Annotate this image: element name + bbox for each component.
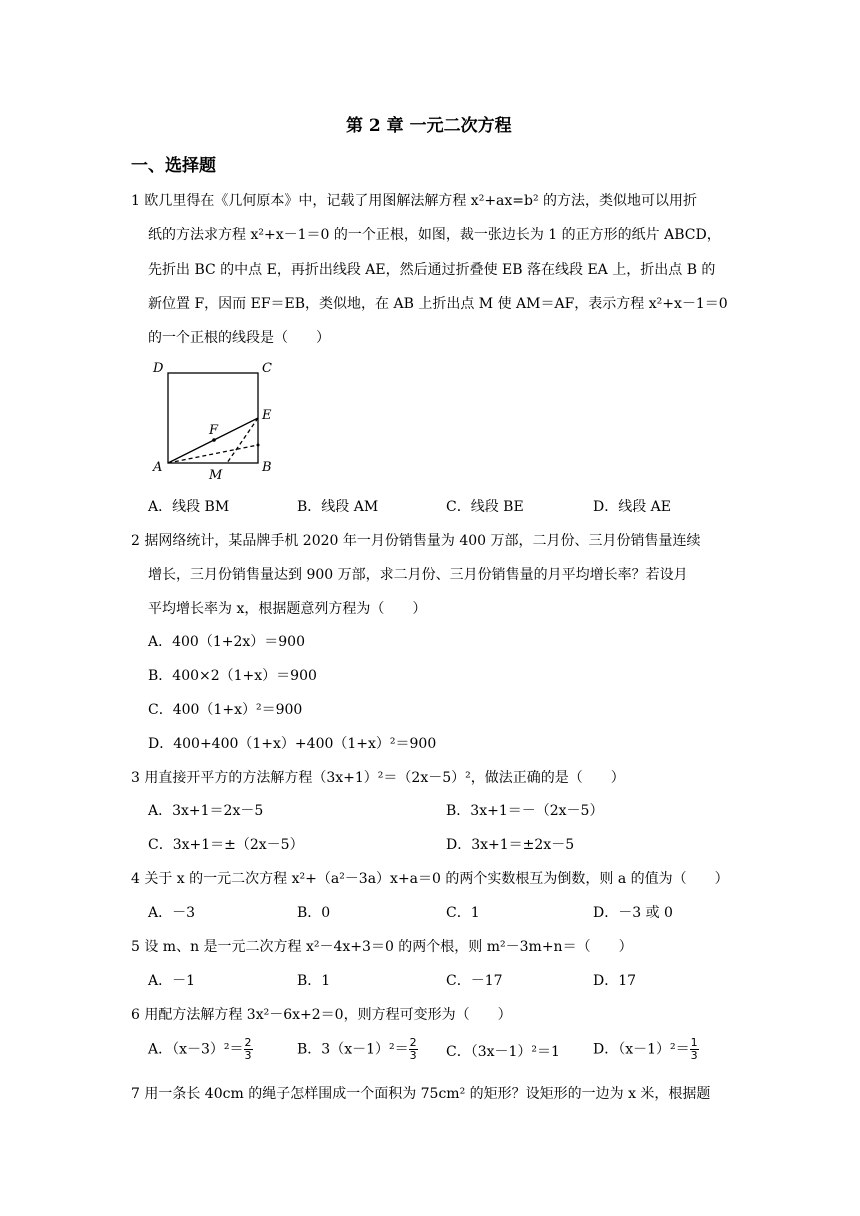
q2-line3: 平均增长率为 x，根据题意列方程为（ ） <box>148 601 427 617</box>
q7-line1: 7 用一条长 40cm 的绳子怎样围成一个面积为 75cm² 的矩形？设矩形的一边为 x 米，根据题 <box>131 1086 711 1102</box>
fraction-denominator: 3 <box>690 1049 698 1062</box>
q5-option-d: D．17 <box>593 973 637 989</box>
q1-option-b: B．线段 AM <box>297 499 379 515</box>
q5-option-b: B．1 <box>297 973 331 989</box>
q6-option-a <box>148 1037 253 1062</box>
q1-line3: 先折出 BC 的中点 E，再折出线段 AE，然后通过折叠使 EB 落在线段 EA 上，折出点 B 的 <box>148 262 716 278</box>
q6-option-d <box>593 1037 699 1062</box>
fraction-denominator: 3 <box>409 1049 417 1062</box>
q1-option-c: C．线段 BE <box>446 499 524 515</box>
fraction <box>690 1037 699 1062</box>
q4-option-c: C．1 <box>446 905 480 921</box>
square-abcd <box>168 373 258 463</box>
q3-option-c: C．3x+1＝±（2x－5） <box>148 837 304 853</box>
label-b: B <box>262 460 272 475</box>
section-heading: 一、选择题 <box>131 156 216 176</box>
point-f <box>212 438 216 442</box>
q5-line1: 5 设 m、n 是一元二次方程 x²－4x+3＝0 的两个根，则 m²－3m+n＝（ ） <box>131 939 633 955</box>
q2-option-a: A．400（1+2x）＝900 <box>148 634 305 650</box>
q2-option-d: D．400+400（1+x）+400（1+x）²＝900 <box>148 736 437 752</box>
q3-option-d: D．3x+1＝±2x－5 <box>446 837 575 853</box>
page-title: 第 2 章 一元二次方程 <box>346 116 512 136</box>
q3-line1: 3 用直接开平方的方法解方程（3x+1）²＝（2x－5）²，做法正确的是（ ） <box>131 770 625 786</box>
q4-option-b: B．0 <box>297 905 331 921</box>
q2-line2: 增长，三月份销售量达到 900 万部，求二月份、三月份销售量的月平均增长率？若设月 <box>148 567 688 583</box>
fold-line <box>168 445 258 463</box>
q2-line1: 2 据网络统计，某品牌手机 2020 年一月份销售量为 400 万部，二月份、三月份销售量连续 <box>131 533 701 549</box>
q1-figure <box>145 355 285 485</box>
q4-option-d: D．－3 或 0 <box>593 905 673 921</box>
q1-line2: 纸的方法求方程 x²+x－1＝0 的一个正根，如图，裁一张边长为 1 的正方形的纸片 ABCD， <box>148 227 721 243</box>
label-d: D <box>153 361 164 376</box>
q4-line1: 4 关于 x 的一元二次方程 x²+（a²－3a）x+a＝0 的两个实数根互为倒数，则 a 的值为（ ） <box>131 871 729 887</box>
label-e: E <box>262 408 272 423</box>
q6-option-b <box>297 1037 418 1062</box>
label-f: F <box>209 423 219 438</box>
q2-option-b: B．400×2（1+x）＝900 <box>148 668 317 684</box>
q6-option-c: C．（3x－1）²＝1 <box>446 1044 560 1060</box>
q1-option-d: D．线段 AE <box>593 499 672 515</box>
q1-line5: 的一个正根的线段是（ ） <box>148 330 330 346</box>
q3-option-b: B．3x+1＝－（2x－5） <box>446 803 604 819</box>
segment-em <box>227 418 258 463</box>
q6-option-a-text: A．（x－3）²＝ <box>148 1041 244 1058</box>
q4-option-a: A．－3 <box>148 905 196 921</box>
q1-line1: 1 欧几里得在《几何原本》中，记载了用图解法解方程 x²+ax=b² 的方法，类似地可以用折 <box>131 193 698 209</box>
fraction-numerator: 1 <box>690 1036 698 1049</box>
fraction <box>244 1037 253 1062</box>
label-m: M <box>209 468 223 483</box>
q3-option-a: A．3x+1＝2x－5 <box>148 803 264 819</box>
q6-option-b-text: B．3（x－1）²＝ <box>297 1041 409 1058</box>
q5-option-a: A．－1 <box>148 973 196 989</box>
q2-option-c: C．400（1+x）²＝900 <box>148 702 303 718</box>
label-a: A <box>153 460 163 475</box>
q1-line4: 新位置 F，因而 EF＝EB，类似地，在 AB 上折出点 M 使 AM＝AF，表示方程 x²+x－1＝0 <box>148 296 728 312</box>
q1-option-a: A．线段 BM <box>148 499 230 515</box>
q5-option-c: C．－17 <box>446 973 503 989</box>
fraction-numerator: 2 <box>409 1036 417 1049</box>
q6-option-d-text: D．（x－1）²＝ <box>593 1041 690 1058</box>
point-fold <box>257 444 260 447</box>
fraction-denominator: 3 <box>244 1049 252 1062</box>
q6-line1: 6 用配方法解方程 3x²－6x+2＝0，则方程可变形为（ ） <box>131 1007 512 1023</box>
fraction <box>409 1037 418 1062</box>
label-c: C <box>262 361 272 376</box>
fraction-numerator: 2 <box>244 1036 252 1049</box>
